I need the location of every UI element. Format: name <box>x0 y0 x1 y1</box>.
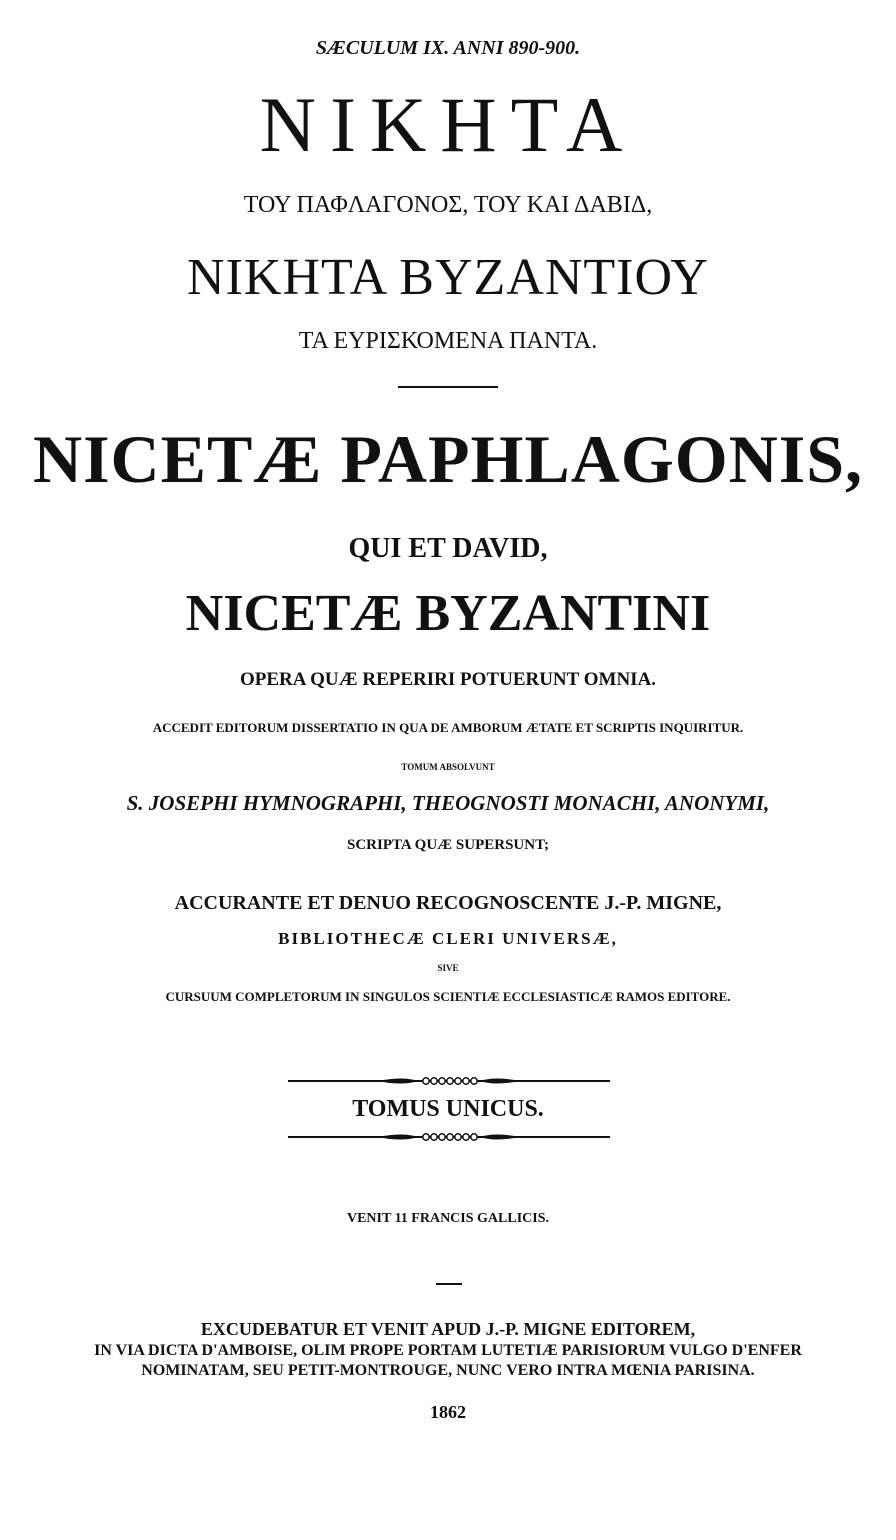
latin-qui: QUI ET DAVID, <box>348 533 548 564</box>
imprint-year: 1862 <box>430 1402 466 1422</box>
greek-title: ΝΙΚΗΤΑ <box>259 81 637 168</box>
greek-title-2: ΝΙΚΗΤΑ ΒΥΖΑΝΤΙΟΥ <box>187 249 709 306</box>
divider-short <box>398 386 498 388</box>
imprint-line-1: EXCUDEBATUR ET VENIT APUD J.-P. MIGNE EDITOREM, <box>200 1319 696 1339</box>
sive-line: SIVE <box>437 963 459 973</box>
accurante-line: ACCURANTE ET DENUO RECOGNOSCENTE J.-P. MIGNE, <box>174 892 722 914</box>
tomus-line: TOMUS UNICUS. <box>352 1096 544 1122</box>
price-line: VENIT 11 FRANCIS GALLICIS. <box>346 1211 549 1226</box>
saeculum-line: SÆCULUM IX. ANNI 890-900. <box>315 37 581 59</box>
tomum-line: TOMUM ABSOLVUNT <box>401 762 495 772</box>
cursuum-line: CURSUUM COMPLETORUM IN SINGULOS SCIENTIÆ ECCLESIASTICÆ RAMOS EDITORE. <box>165 989 731 1004</box>
bibliotheca-line: BIBLIOTHECÆ CLERI UNIVERSÆ, <box>278 929 618 948</box>
greek-subtitle: ΤΟΥ ΠΑΦΛΑΓΟΝΟΣ, ΤΟΥ ΚΑΙ ΔΑΒΙΔ, <box>243 192 653 218</box>
imprint-line-3: NOMINATAM, SEU PETIT-MONTROUGE, NUNC VERO INTRA MŒNIA PARISINA. <box>141 1362 755 1379</box>
greek-tagline: ΤΑ ΕΥΡΙΣΚΟΜΕΝΑ ΠΑΝΤΑ. <box>298 328 598 354</box>
ornament-rule-bottom <box>288 1131 610 1143</box>
accedit-line: ACCEDIT EDITORUM DISSERTATIO IN QUA DE AMBORUM ÆTATE ET SCRIPTIS INQUIRITUR. <box>152 720 744 735</box>
divider-tiny <box>436 1283 462 1285</box>
ornament-rule-top <box>288 1075 610 1087</box>
imprint-line-2: IN VIA DICTA D'AMBOISE, OLIM PROPE PORTAM LUTETIÆ PARISIORUM VULGO D'ENFER <box>94 1342 802 1359</box>
latin-title: NICETÆ PAPHLAGONIS, <box>32 421 864 497</box>
authors-line: S. JOSEPHI HYMNOGRAPHI, THEOGNOSTI MONACHI, ANONYMI, <box>126 791 770 815</box>
opera-line: OPERA QUÆ REPERIRI POTUERUNT OMNIA. <box>239 669 657 690</box>
scripta-line: SCRIPTA QUÆ SUPERSUNT; <box>347 837 549 853</box>
latin-title-2: NICETÆ BYZANTINI <box>185 585 711 642</box>
